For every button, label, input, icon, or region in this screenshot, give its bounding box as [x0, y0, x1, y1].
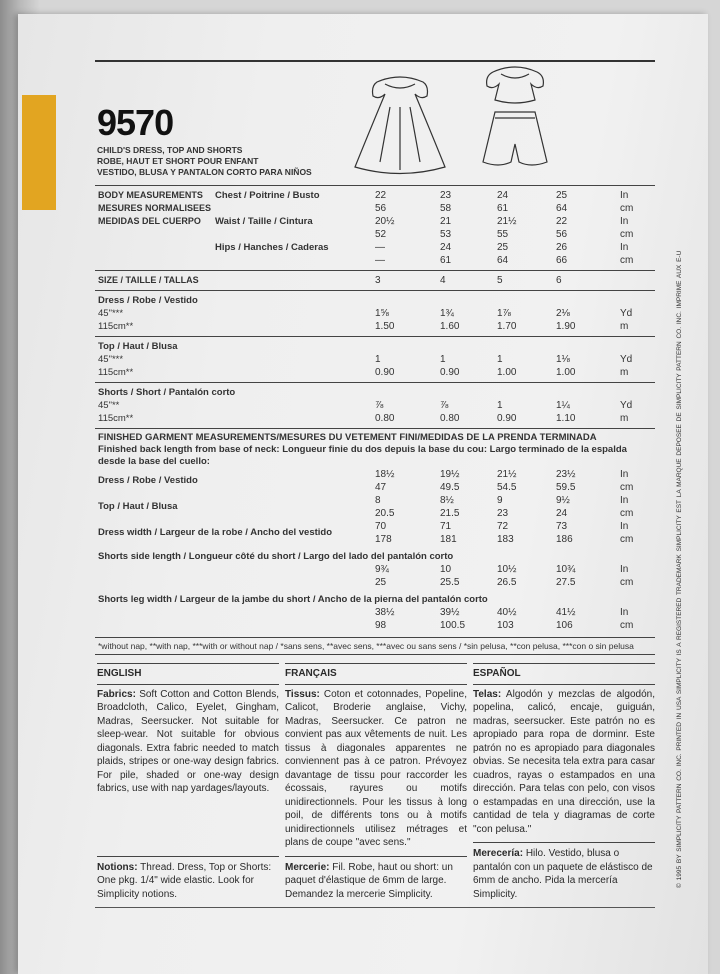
fabrics-label: Fabrics:	[97, 688, 136, 700]
value-size-3: 41½	[556, 607, 576, 618]
value-size-2: 21½	[497, 216, 517, 227]
unit-label: In	[620, 521, 629, 532]
value-size-3: 2⅛	[556, 308, 570, 319]
pattern-number: 9570	[97, 102, 174, 143]
value-size-3: 66	[556, 255, 568, 266]
garment-label: Shorts leg width / Largeur de la jambe du short / Ancho de la pierna del pantalón corto	[98, 594, 488, 605]
finished-label-row	[95, 593, 655, 606]
value-size-1: 61	[440, 255, 452, 266]
finished-row	[95, 533, 655, 546]
yardage-row	[95, 399, 655, 412]
notions-label: Mercerie:	[285, 861, 330, 873]
unit-label: In	[620, 564, 629, 575]
value-size-0: 52	[375, 229, 387, 240]
garment-label: Top / Haut / Blusa	[98, 501, 178, 512]
value-size-2: 72	[497, 521, 509, 532]
fabrics-label: Telas:	[473, 688, 502, 700]
unit-label: cm	[620, 482, 634, 493]
value-size-2: 21½	[497, 469, 517, 480]
value-size-2: 1⅞	[497, 308, 511, 319]
size-value: 6	[556, 275, 562, 286]
measure-label: Chest / Poitrine / Busto	[215, 190, 320, 201]
value-size-1: 10	[440, 564, 452, 575]
language-heading: ENGLISH	[97, 663, 279, 685]
value-size-3: 10¾	[556, 564, 576, 575]
garment-label: Shorts side length / Longueur côté du short / Largo del lado del pantalón corto	[98, 551, 454, 562]
notions-label: Notions:	[97, 861, 138, 873]
yardage-row	[95, 307, 655, 320]
garment-label: Shorts / Short / Pantalón corto	[98, 387, 236, 398]
value-size-0: 9¾	[375, 564, 389, 575]
notions-text	[97, 856, 279, 902]
unit-label: In	[620, 607, 629, 618]
notions-text	[473, 842, 655, 901]
value-size-0: 22	[375, 190, 387, 201]
value-size-3: 22	[556, 216, 568, 227]
value-size-3: 73	[556, 521, 568, 532]
value-size-0: 70	[375, 521, 387, 532]
garment-label: Dress / Robe / Vestido	[98, 295, 198, 306]
value-size-1: 58	[440, 203, 452, 214]
value-size-3: 59.5	[556, 482, 576, 493]
value-size-0: 47	[375, 482, 387, 493]
value-size-2: 103	[497, 620, 514, 631]
fabric-width: 115cm**	[98, 321, 134, 332]
unit-label: In	[620, 190, 629, 201]
pattern-titles	[97, 145, 312, 178]
fabric-width: 45"***	[98, 308, 124, 319]
fabrics-description: Coton et cotonnades, Popeline, Calicot, Broderie anglaise, Vichy, Madras, Seersucker. Ce patron ne convient pas aux vêtements de nuit. Les tissus à diagonales apparentes ne conviennent pas à ce patron. Prévoyez davantage de tissu pour raccorder les écossais, rayures ou motifs unidirectionnels. Pour les tissus à long poil, de différents tons ou à motifs unidirectionnels utilisez métrages et plans de coupe "avec sens."	[285, 688, 468, 848]
measurement-row	[95, 254, 655, 267]
unit-label: cm	[620, 534, 634, 545]
fabrics-text	[285, 688, 467, 856]
value-size-1: 19½	[440, 469, 460, 480]
envelope-content	[95, 185, 655, 908]
size-row	[95, 274, 655, 287]
garment-label: Top / Haut / Blusa	[98, 341, 178, 352]
garment-label: Dress width / Largeur de la robe / Ancho del vestido	[98, 527, 333, 538]
unit-label: m	[620, 321, 629, 332]
divider	[95, 907, 655, 908]
value-size-3: 56	[556, 229, 568, 240]
value-size-2: 1	[497, 354, 503, 365]
value-size-3: 26	[556, 242, 568, 253]
value-size-2: 61	[497, 203, 509, 214]
notions-description: Hilo. Vestido, blusa o pantalón con un paquete de elástisco de 6mm de ancho. Pida la mercería Simplicity.	[473, 848, 653, 900]
value-size-1: 181	[440, 534, 457, 545]
value-size-3: 9½	[556, 495, 570, 506]
value-size-0: ⅞	[375, 400, 384, 411]
size-value: 3	[375, 275, 381, 286]
group-label: MEDIDAS DEL CUERPO	[98, 216, 201, 226]
value-size-2: 25	[497, 242, 509, 253]
yellow-tab	[22, 95, 56, 210]
unit-label: cm	[620, 508, 634, 519]
value-size-0: 0.90	[375, 367, 395, 378]
fabrics-text	[97, 688, 279, 856]
yardage-row	[95, 320, 655, 333]
value-size-2: 1.70	[497, 321, 517, 332]
value-size-3: 1.00	[556, 367, 576, 378]
value-size-3: 27.5	[556, 577, 576, 588]
value-size-2: 9	[497, 495, 503, 506]
measurement-row	[95, 228, 655, 241]
measurement-row	[95, 189, 655, 202]
language-heading: ESPAÑOL	[473, 663, 655, 685]
value-size-1: 100.5	[440, 620, 466, 631]
yardage-label-row	[95, 386, 655, 399]
value-size-1: 39½	[440, 607, 460, 618]
value-size-3: 64	[556, 203, 568, 214]
value-size-1: 1	[440, 354, 446, 365]
value-size-1: 0.90	[440, 367, 460, 378]
value-size-0: 0.80	[375, 413, 395, 424]
size-value: 4	[440, 275, 446, 286]
size-row-section	[95, 270, 655, 290]
yardage-section	[95, 290, 655, 336]
value-size-0: 1	[375, 354, 381, 365]
unit-label: In	[620, 495, 629, 506]
value-size-2: 24	[497, 190, 509, 201]
finished-row	[95, 468, 655, 486]
measurement-row	[95, 215, 655, 228]
unit-label: cm	[620, 203, 634, 214]
notions-text	[285, 856, 467, 902]
finished-row	[95, 507, 655, 520]
yardage-row	[95, 366, 655, 379]
unit-label: Yd	[620, 400, 633, 411]
yardage-row	[95, 412, 655, 425]
finished-row	[95, 494, 655, 512]
value-size-2: 1	[497, 400, 503, 411]
measurement-row	[95, 202, 655, 215]
yardage-section	[95, 382, 655, 428]
unit-label: In	[620, 242, 629, 253]
finished-header: FINISHED GARMENT MEASUREMENTS/MESURES DU VETEMENT FINI/MEDIDAS DE LA PRENDA TERMINADA	[98, 432, 597, 443]
value-size-3: 23½	[556, 469, 576, 480]
finished-row	[95, 619, 655, 632]
value-size-0: 25	[375, 577, 387, 588]
unit-label: cm	[620, 577, 634, 588]
finished-row	[95, 520, 655, 538]
title-en: CHILD'S DRESS, TOP AND SHORTS	[97, 145, 243, 155]
notions-description: Thread. Dress, Top or Shorts: One pkg. 1/4" wide elastic. Look for Simplicity notions.	[97, 861, 272, 900]
value-size-3: 186	[556, 534, 573, 545]
finished-row	[95, 576, 655, 589]
value-size-2: 26.5	[497, 577, 517, 588]
value-size-1: 21	[440, 216, 452, 227]
notions-description: Fil. Robe, haut ou short: un paquet d'élastique de 6mm de large. Demandez la mercerie Simplicity.	[285, 861, 453, 900]
value-size-0: 18½	[375, 469, 395, 480]
language-heading: FRANÇAIS	[285, 663, 467, 685]
measure-label: Waist / Taille / Cintura	[215, 216, 313, 227]
unit-label: In	[620, 469, 629, 480]
value-size-1: 25.5	[440, 577, 460, 588]
unit-label: Yd	[620, 308, 633, 319]
value-size-3: 1¼	[556, 400, 570, 411]
title-fr: ROBE, HAUT ET SHORT POUR ENFANT	[97, 156, 259, 166]
size-value: 5	[497, 275, 503, 286]
finished-measurements-section	[95, 428, 655, 635]
value-size-1: 1.60	[440, 321, 460, 332]
value-size-2: 64	[497, 255, 509, 266]
fabrics-label: Tissus:	[285, 688, 320, 700]
fabric-width: 115cm**	[98, 413, 134, 424]
title-es: VESTIDO, BLUSA Y PANTALON CORTO PARA NIÑOS	[97, 167, 312, 177]
value-size-2: 1.00	[497, 367, 517, 378]
unit-label: cm	[620, 255, 634, 266]
value-size-3: 24	[556, 508, 568, 519]
yardage-section	[95, 336, 655, 382]
finished-subtitle: Finished back length from base of neck: Longueur finie du dos depuis la base du cou: Largo terminado de la espalda desde la base del cuello:	[98, 444, 627, 467]
footnote: *without nap, **with nap, ***with or without nap / *sans sens, **avec sens, ***avec ou sans sens / *sin pelusa, **con pelusa, ***con o sin pelusa	[95, 637, 655, 655]
value-size-3: 1.90	[556, 321, 576, 332]
value-size-3: 1.10	[556, 413, 576, 424]
fabrics-description: Soft Cotton and Cotton Blends, Broadcloth, Calico, Eyelet, Gingham, Madras, Seersucker. Not suitable for sleep-wear. Not suitable for obvious diagonals. Extra fabric needed to match plaids, stripes or one-way design fabrics. For pile, shaded or one-way design fabrics, use with nap yardages/layouts.	[97, 688, 280, 794]
measurement-chart	[95, 185, 655, 655]
fabric-width: 45"**	[98, 400, 120, 411]
value-size-1: 71	[440, 521, 452, 532]
fabric-width: 45"***	[98, 354, 124, 365]
unit-label: cm	[620, 229, 634, 240]
value-size-0: 20.5	[375, 508, 395, 519]
value-size-0: 8	[375, 495, 381, 506]
value-size-0: 20½	[375, 216, 395, 227]
value-size-1: 21.5	[440, 508, 460, 519]
value-size-0: —	[375, 242, 385, 253]
language-column	[285, 663, 467, 901]
unit-label: m	[620, 367, 629, 378]
value-size-1: 1¾	[440, 308, 454, 319]
value-size-1: 0.80	[440, 413, 460, 424]
language-column	[97, 663, 279, 901]
size-label: SIZE / TAILLE / TALLAS	[98, 275, 199, 285]
yardage-row	[95, 353, 655, 366]
garment-label: Dress / Robe / Vestido	[98, 475, 198, 486]
language-column	[473, 663, 655, 901]
unit-label: m	[620, 413, 629, 424]
fabric-width: 115cm**	[98, 367, 134, 378]
fabrics-description: Algodón y mezclas de algodón, popelina, calicó, encaje, guiguán, madras, seersucker. Este patrón no es apropiado para ropa de dorminr. Este patrón no es apropiado para diagonales obvias. Se necesita tela extra para casar cuadros, rayas o estampados en una dirección. Para telas con pelo, con visos o estampadas en una dirección, use la cantidad de tela y diagramas de corte "con pelusa."	[473, 688, 655, 835]
fabric-notions-columns	[97, 663, 655, 901]
value-size-1: 23	[440, 190, 452, 201]
value-size-0: 38½	[375, 607, 395, 618]
copyright-side-text: © 1995 BY SIMPLICITY PATTERN CO. INC. PRINTED IN USA SIMPLICITY IS A REGISTERED TRADEMARK SIMPLICITY EST LA MARQUE DEPOSEE DE SIMPLICITY PATTERN CO. INC. IMPRIME AUX E-U	[676, 250, 683, 888]
finished-row	[95, 563, 655, 576]
unit-label: cm	[620, 620, 634, 631]
value-size-2: 0.90	[497, 413, 517, 424]
value-size-2: 10½	[497, 564, 517, 575]
value-size-0: 1.50	[375, 321, 395, 332]
notions-label: Merecería:	[473, 848, 524, 859]
group-label: MESURES NORMALISEES	[98, 203, 212, 213]
unit-label: In	[620, 216, 629, 227]
yardage-label-row	[95, 340, 655, 353]
value-size-2: 23	[497, 508, 509, 519]
finished-row	[95, 481, 655, 494]
finished-row	[95, 606, 655, 619]
value-size-2: 54.5	[497, 482, 517, 493]
value-size-1: 53	[440, 229, 452, 240]
measure-label: Hips / Hanches / Caderas	[215, 242, 329, 253]
value-size-1: 49.5	[440, 482, 460, 493]
value-size-1: 8½	[440, 495, 454, 506]
value-size-0: 98	[375, 620, 387, 631]
unit-label: Yd	[620, 354, 633, 365]
value-size-0: —	[375, 255, 385, 266]
value-size-2: 183	[497, 534, 514, 545]
body-measurements-section	[95, 185, 655, 270]
value-size-2: 40½	[497, 607, 517, 618]
top-and-shorts-illustration-icon	[465, 62, 565, 182]
fabrics-text	[473, 688, 655, 843]
value-size-0: 178	[375, 534, 392, 545]
yardage-label-row	[95, 294, 655, 307]
value-size-1: ⅞	[440, 400, 449, 411]
value-size-0: 1⅝	[375, 308, 389, 319]
dress-illustration-icon	[345, 62, 455, 182]
value-size-2: 55	[497, 229, 509, 240]
value-size-3: 25	[556, 190, 568, 201]
group-label: BODY MEASUREMENTS	[98, 190, 203, 200]
value-size-1: 24	[440, 242, 452, 253]
finished-label-row	[95, 550, 655, 563]
measurement-row	[95, 241, 655, 254]
value-size-3: 1⅛	[556, 354, 570, 365]
value-size-0: 56	[375, 203, 387, 214]
value-size-3: 106	[556, 620, 573, 631]
